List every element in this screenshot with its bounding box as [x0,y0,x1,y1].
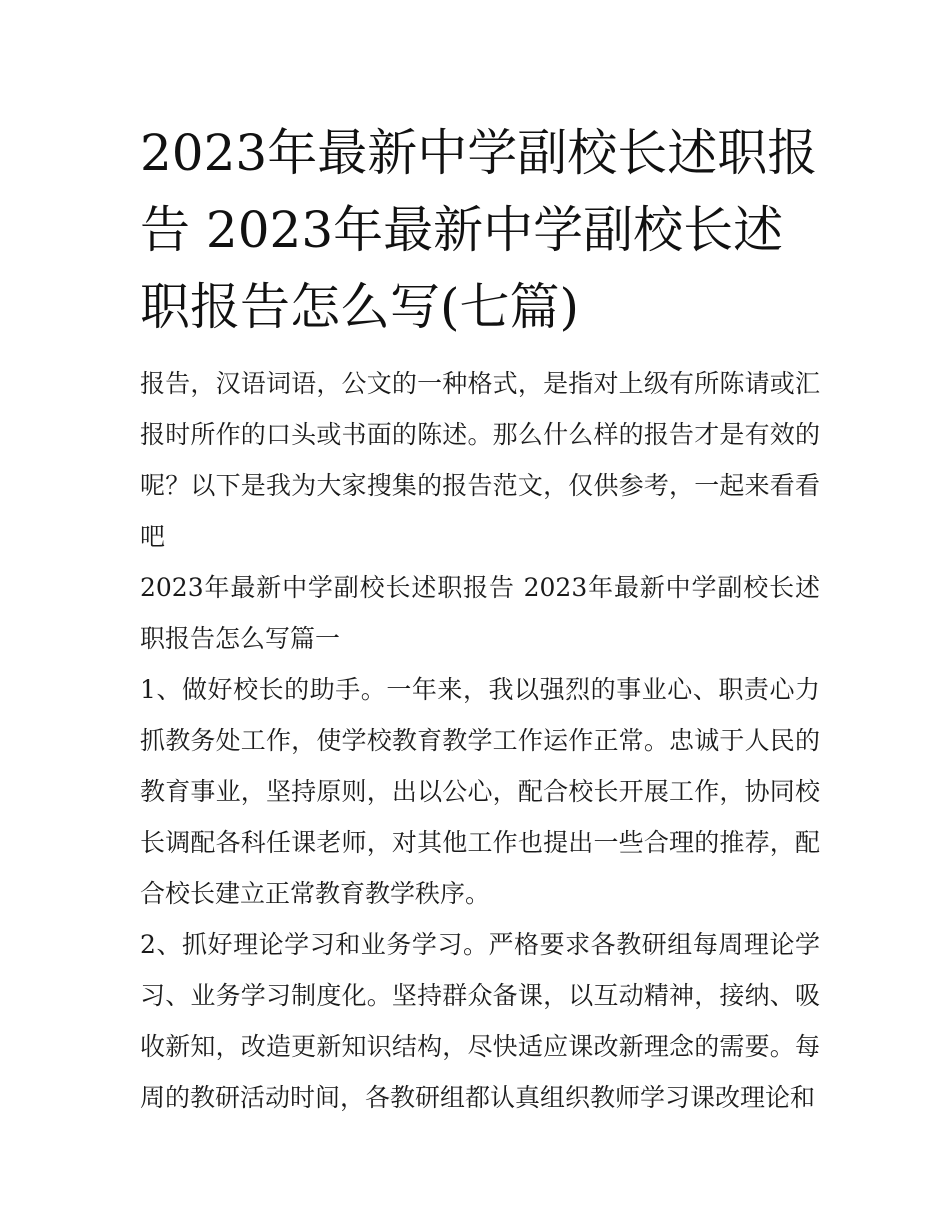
document-title: 2023年最新中学副校长述职报告 2023年最新中学副校长述职报告怎么写(七篇) [140,124,818,336]
item-2-paragraph: 2、抓好理论学习和业务学习。严格要求各教研组每周理论学习、业务学习制度化。坚持群众备课，以互动精神，接纳、吸收新知，改造更新知识结构，尽快适应课改新理念的需要。每周的教研活动时间，各教研组都认真组织教师学习课改理论和 [140,930,820,1112]
section-heading-paragraph: 2023年最新中学副校长述职报告 2023年最新中学副校长述职报告怎么写篇一 [140,573,820,653]
document-body [140,115,820,1123]
item-1-paragraph: 1、做好校长的助手。一年来，我以强烈的事业心、职责心力抓教务处工作，使学校教育教学工作运作正常。忠诚于人民的教育事业，坚持原则，出以公心，配合校长开展工作，协同校长调配各科任课老师，对其他工作也提出一些合理的推荐，配合校长建立正常教育教学秩序。 [140,675,820,908]
intro-paragraph: 报告，汉语词语，公文的一种格式，是指对上级有所陈请或汇报时所作的口头或书面的陈述。那么什么样的报告才是有效的呢？以下是我为大家搜集的报告范文，仅供参考，一起来看看吧 [140,369,820,551]
